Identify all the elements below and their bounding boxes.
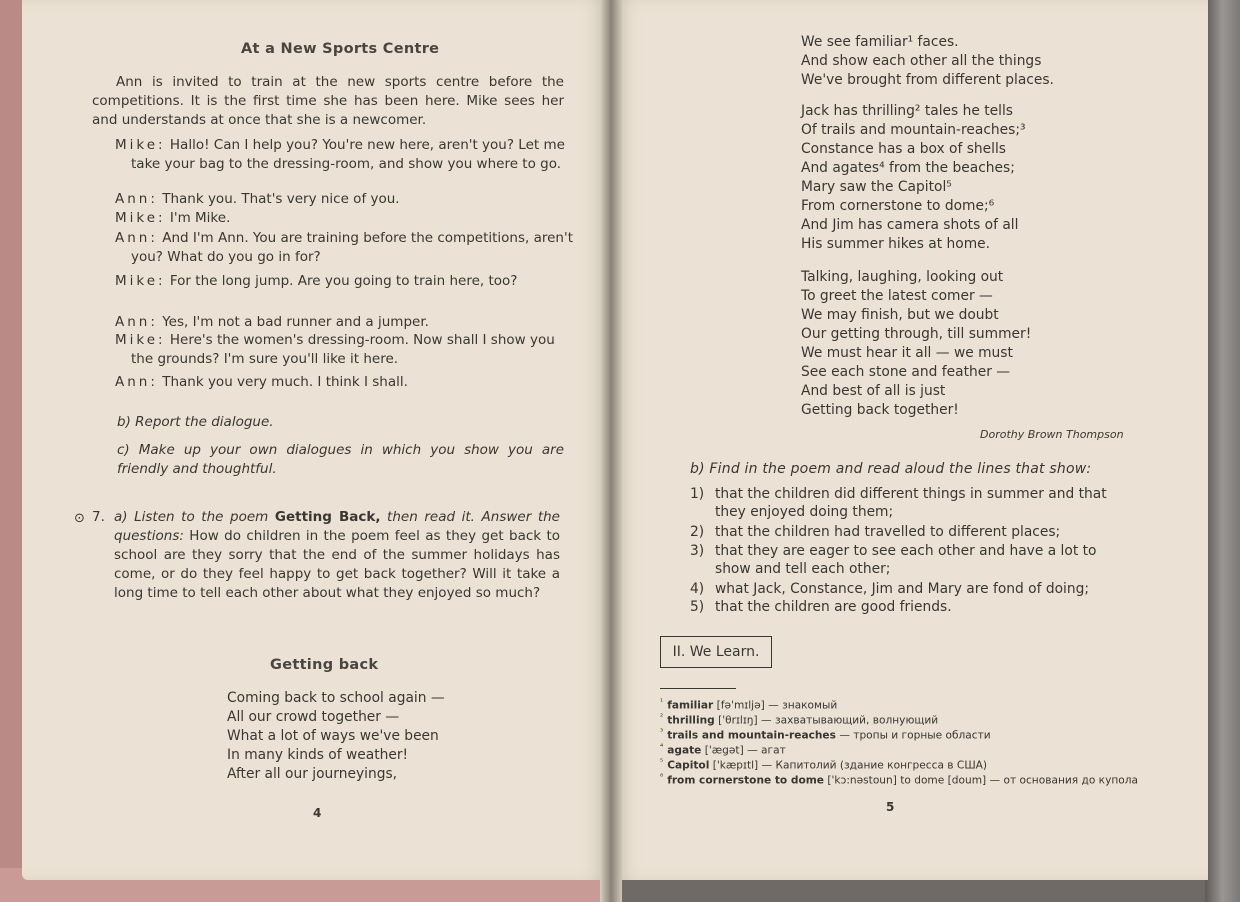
poem-line: Getting back together! [801, 402, 959, 418]
poem-line: Jack has thrilling² tales he tells [801, 103, 1013, 119]
footnote-gloss: ['ægət] — агат [704, 744, 786, 757]
poem-line: His summer hikes at home. [801, 236, 991, 252]
footnote-term: agate [667, 744, 702, 757]
poem-line: And Jim has camera shots of all [801, 217, 1019, 233]
speaker-name: Mike: [115, 332, 166, 348]
dialogue-line [115, 313, 580, 332]
task-item-text: that the children had travelled to different places; [715, 524, 1061, 540]
footnote-gloss: ['kæpɪtl] — Капитолий (здание конгресса в США) [712, 759, 988, 772]
footnote-term: thrilling [667, 714, 715, 727]
footnote-term: from cornerstone to dome [667, 774, 824, 787]
poem-line: All our crowd together — [227, 709, 400, 725]
poem-line: Of trails and mountain-reaches;³ [801, 122, 1026, 138]
footnote-gloss: ['kɔ:nəstoun] to dome [doum] — от основания до купола [827, 774, 1139, 787]
speaker-name: Ann: [115, 230, 158, 246]
page-number-right: 5 [886, 800, 895, 814]
speaker-name: Ann: [115, 191, 158, 207]
footnote-term: Capitol [667, 759, 710, 772]
poem-line: To greet the latest comer — [801, 288, 993, 304]
task-item-number: 4) [690, 581, 705, 597]
dialogue-text: For the long jump. Are you going to train here, too? [169, 273, 518, 289]
section-box: II. We Learn. [660, 636, 772, 668]
footnote-mark: ⁶ [660, 772, 664, 781]
dialogue-text: I'm Mike. [169, 210, 231, 226]
listen-disc-icon: ⊙ [74, 511, 85, 526]
speaker-name: Mike: [115, 273, 166, 289]
task-item-number: 2) [690, 524, 705, 540]
exercise-poem-name: Getting Back, [274, 509, 381, 525]
poem-line: Coming back to school again — [227, 690, 445, 706]
page-number-left: 4 [313, 806, 322, 820]
poem-line: And best of all is just [801, 383, 946, 399]
poem-line: We must hear it all — we must [801, 345, 1013, 361]
dialogue-line [115, 136, 580, 174]
poem-line: We've brought from different places. [801, 72, 1054, 88]
poem-title: Getting back [270, 657, 379, 673]
exercise-text-b: then read it. Answer the questions: [114, 509, 560, 544]
dialogue-text: Yes, I'm not a bad runner and a jumper. [162, 314, 429, 330]
poem-line: From cornerstone to dome;⁶ [801, 198, 995, 214]
speaker-name: Ann: [115, 374, 158, 390]
footnote-gloss: [fə'mɪljə] — знакомый [716, 699, 838, 712]
intro-paragraph: Ann is invited to train at the new sports centre before the competitions. It is the first time she has been here. Mike sees her and understands at once that she is a newcomer. [92, 74, 564, 128]
footnote-mark: ³ [660, 727, 664, 736]
footnote-mark: ⁵ [660, 757, 664, 766]
exercise-7 [114, 508, 560, 603]
footnote [660, 742, 786, 757]
book-spine [600, 0, 622, 902]
poem-author: Dorothy Brown Thompson [980, 428, 1124, 441]
poem-line: What a lot of ways we've been [227, 728, 439, 744]
dialogue-line [115, 190, 580, 209]
book-edge-right [1205, 0, 1240, 902]
speaker-name: Mike: [115, 210, 166, 226]
task-item-text: what Jack, Constance, Jim and Mary are fond of doing; [715, 581, 1090, 597]
footnote-mark: ⁴ [660, 742, 664, 751]
task-item-number: 1) [690, 486, 705, 502]
dialogue-line [115, 331, 580, 369]
poem-line: Constance has a box of shells [801, 141, 1006, 157]
footnote [660, 772, 1138, 787]
dialogue-text: Hallo! Can I help you? You're new here, aren't you? Let me take your bag to the dressing-room, and show you where to go. [131, 137, 565, 172]
task-item-text: they enjoyed doing them; [715, 504, 894, 520]
dialogue-line [115, 373, 580, 392]
poem-line: Our getting through, till summer! [801, 326, 1032, 342]
dialogue-line [115, 229, 580, 267]
dialogue-line [115, 272, 580, 291]
poem-line: Talking, laughing, looking out [801, 269, 1004, 285]
poem-line: After all our journeyings, [227, 766, 398, 782]
poem-line: We may finish, but we doubt [801, 307, 999, 323]
poem-line: See each stone and feather — [801, 364, 1011, 380]
exercise-text-a: a) Listen to the poem [114, 509, 269, 525]
dialogue-text: Thank you very much. I think I shall. [162, 374, 408, 390]
task-c-left: c) Make up your own dialogues in which you show you are friendly and thoughtful. [117, 442, 564, 477]
footnote [660, 697, 837, 712]
task-b-left: b) Report the dialogue. [117, 414, 274, 430]
footnote-term: trails and mountain-reaches [667, 729, 836, 742]
task-item-text: show and tell each other; [715, 561, 891, 577]
task-item-text: that they are eager to see each other and have a lot to [715, 543, 1097, 559]
task-item-text: that the children are good friends. [715, 599, 952, 615]
dialogue-text: Here's the women's dressing-room. Now shall I show you the grounds? I'm sure you'll like it here. [131, 332, 555, 367]
task-b-right: b) Find in the poem and read aloud the lines that show: [690, 461, 1092, 477]
exercise-number: 7. [92, 509, 105, 525]
speaker-name: Ann: [115, 314, 158, 330]
poem-line: And agates⁴ from the beaches; [801, 160, 1015, 176]
footnote-gloss: ['θrɪlɪŋ] — захватывающий, волнующий [718, 714, 939, 727]
footnote-gloss: — тропы и горные области [839, 729, 991, 742]
dialogue-text: And I'm Ann. You are training before the competitions, aren't you? What do you go in for? [131, 230, 573, 265]
task-item-number: 3) [690, 543, 705, 559]
poem-line: We see familiar¹ faces. [801, 34, 959, 50]
poem-line: Mary saw the Capitol⁵ [801, 179, 952, 195]
footnote-rule [660, 688, 736, 689]
exercise-questions: How do children in the poem feel as they get back to school are they sorry that the end of the summer holidays has come, or do they feel happy to get back together? Will it take a long time to tell each other about what they enjoyed so much? [114, 528, 561, 601]
footnote [660, 712, 938, 727]
page-title: At a New Sports Centre [241, 41, 440, 57]
footnote [660, 727, 991, 742]
speaker-name: Mike: [115, 137, 166, 153]
footnote-mark: ² [660, 712, 664, 721]
poem-line: And show each other all the things [801, 53, 1042, 69]
footnote-mark: ¹ [660, 697, 664, 706]
task-item-number: 5) [690, 599, 705, 615]
poem-line: In many kinds of weather! [227, 747, 409, 763]
dialogue-text: Thank you. That's very nice of you. [162, 191, 400, 207]
footnote [660, 757, 987, 772]
task-item-text: that the children did different things in summer and that [715, 486, 1107, 502]
footnote-term: familiar [667, 699, 714, 712]
dialogue-line [115, 209, 580, 228]
